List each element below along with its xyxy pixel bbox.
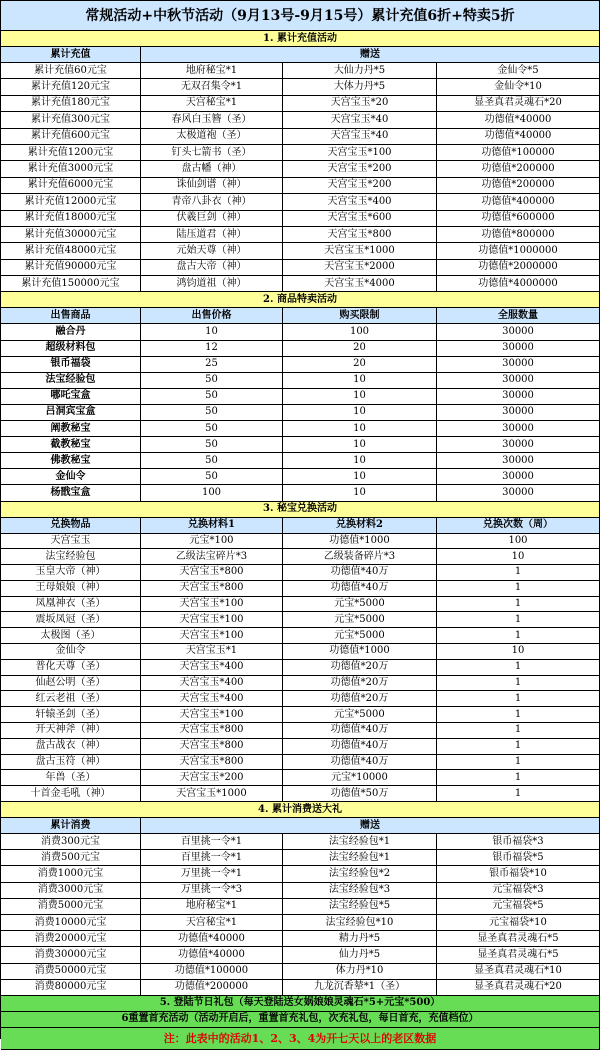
section4-row [1,980,600,996]
section3-times-cell: 1 [437,565,600,581]
section2-item-cell: 佛教秘宝 [1,453,141,469]
section3-row [1,644,600,660]
section3-item-cell: 盘古战衣（神） [1,739,141,755]
section1-row [1,129,600,145]
section3-material2-cell: 元宝*5000 [283,597,437,613]
section1-reward1-cell: 钉头七箭书（圣） [141,145,283,161]
section1-threshold-cell: 累计充值180元宝 [1,96,141,112]
title-row [1,1,600,31]
section3-item-cell: 普化天尊（圣） [1,660,141,676]
section2-row [1,357,600,373]
section4-reward2-cell: 法宝经验包*5 [283,899,437,915]
section1-heading: 1. 累计充值活动 [1,31,600,47]
section1-reward2-cell: 天宫宝玉*4000 [283,276,437,292]
section2-item-cell: 银币福袋 [1,357,141,373]
section2-limit-cell: 10 [283,469,437,485]
section2-row [1,421,600,437]
section3-material1-cell: 天宫宝玉*400 [141,691,283,707]
section1-reward3-cell: 功德值*1000000 [437,243,600,259]
section1-reward1-cell: 盘古幡（神） [141,161,283,177]
section1-reward3-cell: 功德值*2000000 [437,260,600,276]
section3-heading: 3. 秘宝兑换活动 [1,502,600,518]
section3-times-cell: 1 [437,770,600,786]
section2-row [1,324,600,340]
section3-row [1,723,600,739]
section1-threshold-cell: 累计充值3000元宝 [1,161,141,177]
section3-item-cell: 法宝经验包 [1,549,141,565]
section1-row [1,178,600,194]
section3-material1-cell: 天宫宝玉*400 [141,660,283,676]
section4-reward2-cell: 法宝经验包*10 [283,915,437,931]
section3-times-cell: 1 [437,628,600,644]
section1-reward3-cell: 功德值*600000 [437,211,600,227]
section1-reward1-cell: 天宫秘宝*1 [141,96,283,112]
section3-item-cell: 太极图（圣） [1,628,141,644]
section3-item-cell: 凤凰神衣（圣） [1,597,141,613]
section3-item-cell: 玉皇大帝（神） [1,565,141,581]
section1-reward1-cell: 伏羲巨剑（神） [141,211,283,227]
section4-reward2-cell: 仙力丹*5 [283,947,437,963]
section4-reward3-cell: 元宝福袋*10 [437,915,600,931]
section1-threshold-cell: 累计充值600元宝 [1,129,141,145]
section3-heading-row [1,502,600,518]
section1-reward1-cell: 元始天尊（神） [141,243,283,259]
footer-row-5 [1,996,600,1012]
section2-price-cell: 50 [141,405,283,421]
section1-reward1-cell: 地府秘宝*1 [141,63,283,79]
section1-reward1-cell: 青帝八卦衣（神） [141,194,283,210]
section4-reward2-cell: 九龙沉香辇*1（圣） [283,980,437,996]
section3-row [1,628,600,644]
section4-reward3-cell: 银币福袋*10 [437,866,600,882]
section1-threshold-cell: 累计充值18000元宝 [1,211,141,227]
section4-reward2-cell: 法宝经验包*3 [283,883,437,899]
section1-row [1,79,600,95]
section2-limit-cell: 10 [283,373,437,389]
section3-row [1,770,600,786]
section1-row [1,63,600,79]
section3-table [1,534,600,803]
section3-material2-cell: 乙级装备碎片*3 [283,549,437,565]
section1-row [1,194,600,210]
section2-limit-cell: 10 [283,421,437,437]
section1-header-row [1,47,600,63]
section3-item-cell: 红云老祖（圣） [1,691,141,707]
section1-reward2-cell: 天宫宝玉*400 [283,194,437,210]
section3-item-cell: 轩辕圣剑（圣） [1,707,141,723]
section3-material2-cell: 功德值*20万 [283,691,437,707]
section4-table [1,834,600,996]
section2-limit-cell: 10 [283,405,437,421]
section1-reward1-cell: 春风白玉簪（圣） [141,112,283,128]
section1-threshold-cell: 累计充值48000元宝 [1,243,141,259]
section3-material1-cell: 天宫宝玉*1 [141,644,283,660]
section2-row [1,453,600,469]
section4-row [1,899,600,915]
section3-material1-cell: 天宫宝玉*100 [141,628,283,644]
section3-header-col2: 兑换材料1 [141,518,283,534]
section1-reward1-cell: 鸿钧道祖（神） [141,276,283,292]
section1-reward3-cell: 功德值*800000 [437,227,600,243]
section3-times-cell: 10 [437,549,600,565]
section3-material2-cell: 功德值*40万 [283,581,437,597]
section2-item-cell: 截教秘宝 [1,437,141,453]
section2-price-cell: 50 [141,373,283,389]
section4-reward3-cell: 显圣真君灵魂石*5 [437,931,600,947]
section3-material2-cell: 元宝*5000 [283,612,437,628]
section2-price-cell: 50 [141,453,283,469]
section3-times-cell: 10 [437,644,600,660]
section3-item-cell: 金仙令 [1,644,141,660]
section4-header-row [1,818,600,834]
section3-material1-cell: 元宝*100 [141,534,283,550]
section2-table [1,324,600,501]
section4-header-col1: 累计消费 [1,818,141,834]
section2-stock-cell: 30000 [437,437,600,453]
section2-item-cell: 阐教秘宝 [1,421,141,437]
section3-header-col4: 兑换次数（周） [437,518,600,534]
section3-material1-cell: 天宫宝玉*200 [141,770,283,786]
section4-reward1-cell: 百里挑一令*1 [141,834,283,850]
section4-reward1-cell: 百里挑一令*1 [141,850,283,866]
section3-material1-cell: 天宫宝玉*1000 [141,786,283,802]
section4-row [1,850,600,866]
section3-item-cell: 仙赵公明（圣） [1,676,141,692]
section1-row [1,227,600,243]
section2-item-cell: 超级材料包 [1,341,141,357]
section4-reward2-cell: 体力丹*10 [283,964,437,980]
section4-reward3-cell: 显圣真君灵魂石*5 [437,947,600,963]
section3-header-col1: 兑换物品 [1,518,141,534]
section2-limit-cell: 20 [283,341,437,357]
section1-reward2-cell: 大体力丹*5 [283,79,437,95]
section4-reward3-cell: 显圣真君灵魂石*10 [437,964,600,980]
section2-row [1,485,600,501]
section4-reward1-cell: 地府秘宝*1 [141,899,283,915]
section1-reward2-cell: 天宫宝玉*100 [283,145,437,161]
section3-material1-cell: 乙级法宝碎片*3 [141,549,283,565]
section2-price-cell: 100 [141,485,283,501]
section2-row [1,437,600,453]
section3-item-cell: 十首金毛吼（神） [1,786,141,802]
section4-reward1-cell: 功德值*100000 [141,964,283,980]
section3-material2-cell: 元宝*10000 [283,770,437,786]
section3-material2-cell: 功德值*20万 [283,660,437,676]
section2-stock-cell: 30000 [437,485,600,501]
section3-material2-cell: 元宝*5000 [283,628,437,644]
section2-item-cell: 哪吒宝盒 [1,389,141,405]
section4-reward2-cell: 法宝经验包*2 [283,866,437,882]
section3-row [1,597,600,613]
section3-material2-cell: 功德值*1000 [283,644,437,660]
section3-times-cell: 1 [437,723,600,739]
section2-limit-cell: 10 [283,485,437,501]
section3-row [1,786,600,802]
section4-reward1-cell: 功德值*40000 [141,931,283,947]
section4-row [1,931,600,947]
section2-limit-cell: 10 [283,437,437,453]
section3-row [1,739,600,755]
section3-item-cell: 年兽（圣） [1,770,141,786]
section4-row [1,915,600,931]
section4-reward2-cell: 法宝经验包*1 [283,834,437,850]
section4-reward1-cell: 天宫秘宝*1 [141,915,283,931]
section4-row [1,834,600,850]
section1-reward2-cell: 天宫宝玉*600 [283,211,437,227]
section1-reward3-cell: 功德值*200000 [437,178,600,194]
section2-row [1,341,600,357]
section4-reward1-cell: 功德值*200000 [141,980,283,996]
section3-times-cell: 1 [437,676,600,692]
section2-item-cell: 法宝经验包 [1,373,141,389]
section1-reward2-cell: 天宫宝玉*20 [283,96,437,112]
section2-limit-cell: 10 [283,453,437,469]
section4-reward1-cell: 万里挑一令*1 [141,866,283,882]
section3-material2-cell: 功德值*1000 [283,534,437,550]
section3-times-cell: 1 [437,581,600,597]
section1-reward2-cell: 大仙力丹*5 [283,63,437,79]
section1-row [1,243,600,259]
section2-row [1,373,600,389]
section1-threshold-cell: 累计充值300元宝 [1,112,141,128]
section4-header-col2: 赠送 [141,818,600,834]
section1-row [1,260,600,276]
section4-threshold-cell: 消费20000元宝 [1,931,141,947]
section2-stock-cell: 30000 [437,453,600,469]
section3-times-cell: 100 [437,534,600,550]
section3-material1-cell: 天宫宝玉*100 [141,612,283,628]
section1-threshold-cell: 累计充值6000元宝 [1,178,141,194]
section3-material2-cell: 功德值*40万 [283,723,437,739]
section4-reward3-cell: 元宝福袋*3 [437,883,600,899]
section1-threshold-cell: 累计充值60元宝 [1,63,141,79]
section2-heading: 2. 商品特卖活动 [1,292,600,308]
section3-row [1,707,600,723]
section4-row [1,883,600,899]
section1-reward2-cell: 天宫宝玉*200 [283,161,437,177]
section3-times-cell: 1 [437,739,600,755]
section3-row [1,549,600,565]
section3-header-row [1,518,600,534]
section2-item-cell: 金仙令 [1,469,141,485]
footer-row-6 [1,1012,600,1028]
section3-row [1,691,600,707]
section1-row [1,145,600,161]
section4-threshold-cell: 消费1000元宝 [1,866,141,882]
section3-material2-cell: 功德值*40万 [283,755,437,771]
section2-header-col1: 出售商品 [1,308,141,324]
section3-material1-cell: 天宫宝玉*800 [141,739,283,755]
section3-row [1,612,600,628]
section2-stock-cell: 30000 [437,324,600,340]
section1-reward3-cell: 金仙令*5 [437,63,600,79]
section1-reward1-cell: 盘古大帝（神） [141,260,283,276]
section4-threshold-cell: 消费50000元宝 [1,964,141,980]
section3-times-cell: 1 [437,707,600,723]
section1-reward2-cell: 天宫宝玉*200 [283,178,437,194]
section2-heading-row [1,292,600,308]
section2-stock-cell: 30000 [437,341,600,357]
section4-threshold-cell: 消费80000元宝 [1,980,141,996]
section2-limit-cell: 10 [283,389,437,405]
section3-times-cell: 1 [437,786,600,802]
section2-stock-cell: 30000 [437,357,600,373]
section4-row [1,947,600,963]
section4-row [1,964,600,980]
section1-threshold-cell: 累计充值90000元宝 [1,260,141,276]
section1-heading-row [1,31,600,47]
section2-header-col2: 出售价格 [141,308,283,324]
section1-reward2-cell: 天宫宝玉*800 [283,227,437,243]
section4-threshold-cell: 消费10000元宝 [1,915,141,931]
page-title: 常规活动+中秋节活动（9月13号-9月15号）累计充值6折+特卖5折 [1,1,600,31]
section3-material2-cell: 功德值*20万 [283,676,437,692]
section1-reward2-cell: 天宫宝玉*40 [283,112,437,128]
section3-header-col3: 兑换材料2 [283,518,437,534]
section4-reward3-cell: 银币福袋*3 [437,834,600,850]
section4-threshold-cell: 消费300元宝 [1,834,141,850]
section1-threshold-cell: 累计充值150000元宝 [1,276,141,292]
section1-reward3-cell: 功德值*40000 [437,112,600,128]
section1-reward1-cell: 诛仙剑谱（神） [141,178,283,194]
section1-reward1-cell: 太极道袍（圣） [141,129,283,145]
section4-reward2-cell: 法宝经验包*1 [283,850,437,866]
section3-times-cell: 1 [437,691,600,707]
section4-threshold-cell: 消费30000元宝 [1,947,141,963]
section2-row [1,405,600,421]
section1-reward2-cell: 天宫宝玉*2000 [283,260,437,276]
section4-threshold-cell: 消费3000元宝 [1,883,141,899]
section4-heading-row [1,802,600,818]
section1-row [1,96,600,112]
section3-material1-cell: 天宫宝玉*800 [141,723,283,739]
section3-item-cell: 天宫宝玉 [1,534,141,550]
section3-row [1,534,600,550]
section4-threshold-cell: 消费5000元宝 [1,899,141,915]
section4-row [1,866,600,882]
section4-reward2-cell: 精力丹*5 [283,931,437,947]
section3-times-cell: 1 [437,660,600,676]
section3-material1-cell: 天宫宝玉*100 [141,707,283,723]
section3-material1-cell: 天宫宝玉*400 [141,676,283,692]
section1-row [1,112,600,128]
section2-stock-cell: 30000 [437,389,600,405]
section1-reward2-cell: 天宫宝玉*1000 [283,243,437,259]
section2-price-cell: 10 [141,324,283,340]
section3-row [1,581,600,597]
section2-stock-cell: 30000 [437,469,600,485]
section1-threshold-cell: 累计充值1200元宝 [1,145,141,161]
section4-reward3-cell: 银币福袋*5 [437,850,600,866]
section1-reward3-cell: 显圣真君灵魂石*20 [437,96,600,112]
section1-reward2-cell: 天宫宝玉*40 [283,129,437,145]
section2-stock-cell: 30000 [437,373,600,389]
section3-row [1,755,600,771]
section2-row [1,389,600,405]
section1-reward3-cell: 功德值*4000000 [437,276,600,292]
section2-limit-cell: 100 [283,324,437,340]
section4-threshold-cell: 消费500元宝 [1,850,141,866]
section2-row [1,469,600,485]
section2-item-cell: 吕洞宾宝盒 [1,405,141,421]
section2-price-cell: 50 [141,437,283,453]
section3-row [1,565,600,581]
section2-header-col4: 全服数量 [437,308,600,324]
reset-first-recharge-line: 6重置首充活动（活动开启后，重置首充礼包，次充礼包，每日首充，充值档位） [1,1012,600,1028]
section3-material2-cell: 功德值*40万 [283,565,437,581]
login-gift-line: 5. 登陆节日礼包（每天登陆送女娲娘娘灵魂石*5+元宝*500） [1,996,600,1012]
section1-threshold-cell: 累计充值120元宝 [1,79,141,95]
section2-stock-cell: 30000 [437,421,600,437]
section3-material2-cell: 功德值*40万 [283,739,437,755]
section4-reward1-cell: 功德值*40000 [141,947,283,963]
section1-reward3-cell: 功德值*40000 [437,129,600,145]
section2-price-cell: 50 [141,469,283,485]
section1-table [1,63,600,292]
section1-reward1-cell: 无双召集令*1 [141,79,283,95]
section3-times-cell: 1 [437,612,600,628]
section2-header-col3: 购买限制 [283,308,437,324]
section3-material1-cell: 天宫宝玉*100 [141,597,283,613]
section2-price-cell: 50 [141,389,283,405]
section2-item-cell: 融合丹 [1,324,141,340]
section1-threshold-cell: 累计充值12000元宝 [1,194,141,210]
section2-stock-cell: 30000 [437,405,600,421]
section2-limit-cell: 20 [283,357,437,373]
section1-header-col1: 累计充值 [1,47,141,63]
section3-times-cell: 1 [437,597,600,613]
section1-reward1-cell: 陆压道君（神） [141,227,283,243]
section4-reward1-cell: 万里挑一令*3 [141,883,283,899]
section4-heading: 4. 累计消费送大礼 [1,802,600,818]
section1-reward3-cell: 功德值*400000 [437,194,600,210]
section3-item-cell: 开天神斧（神） [1,723,141,739]
section3-material1-cell: 天宫宝玉*800 [141,755,283,771]
section3-material1-cell: 天宫宝玉*800 [141,565,283,581]
section1-header-col2: 赠送 [141,47,600,63]
section1-row [1,161,600,177]
section1-reward3-cell: 功德值*200000 [437,161,600,177]
footer-note: 注：此表中的活动1、2、3、4为开七天以上的老区数据 [1,1028,600,1050]
section1-row [1,211,600,227]
section3-times-cell: 1 [437,755,600,771]
section3-row [1,660,600,676]
section4-reward3-cell: 显圣真君灵魂石*20 [437,980,600,996]
section3-material1-cell: 天宫宝玉*800 [141,581,283,597]
section3-item-cell: 王母娘娘（神） [1,581,141,597]
section3-row [1,676,600,692]
section1-row [1,276,600,292]
section1-threshold-cell: 累计充值30000元宝 [1,227,141,243]
section3-material2-cell: 功德值*50万 [283,786,437,802]
section2-price-cell: 50 [141,421,283,437]
section1-reward3-cell: 金仙令*10 [437,79,600,95]
section2-item-cell: 杨戬宝盒 [1,485,141,501]
section4-reward3-cell: 元宝福袋*5 [437,899,600,915]
section1-reward3-cell: 功德值*100000 [437,145,600,161]
section3-item-cell: 震坂凤冠（圣） [1,612,141,628]
section2-price-cell: 12 [141,341,283,357]
section3-item-cell: 盘古玉符（神） [1,755,141,771]
section3-material2-cell: 元宝*5000 [283,707,437,723]
section2-header-row [1,308,600,324]
section2-price-cell: 25 [141,357,283,373]
